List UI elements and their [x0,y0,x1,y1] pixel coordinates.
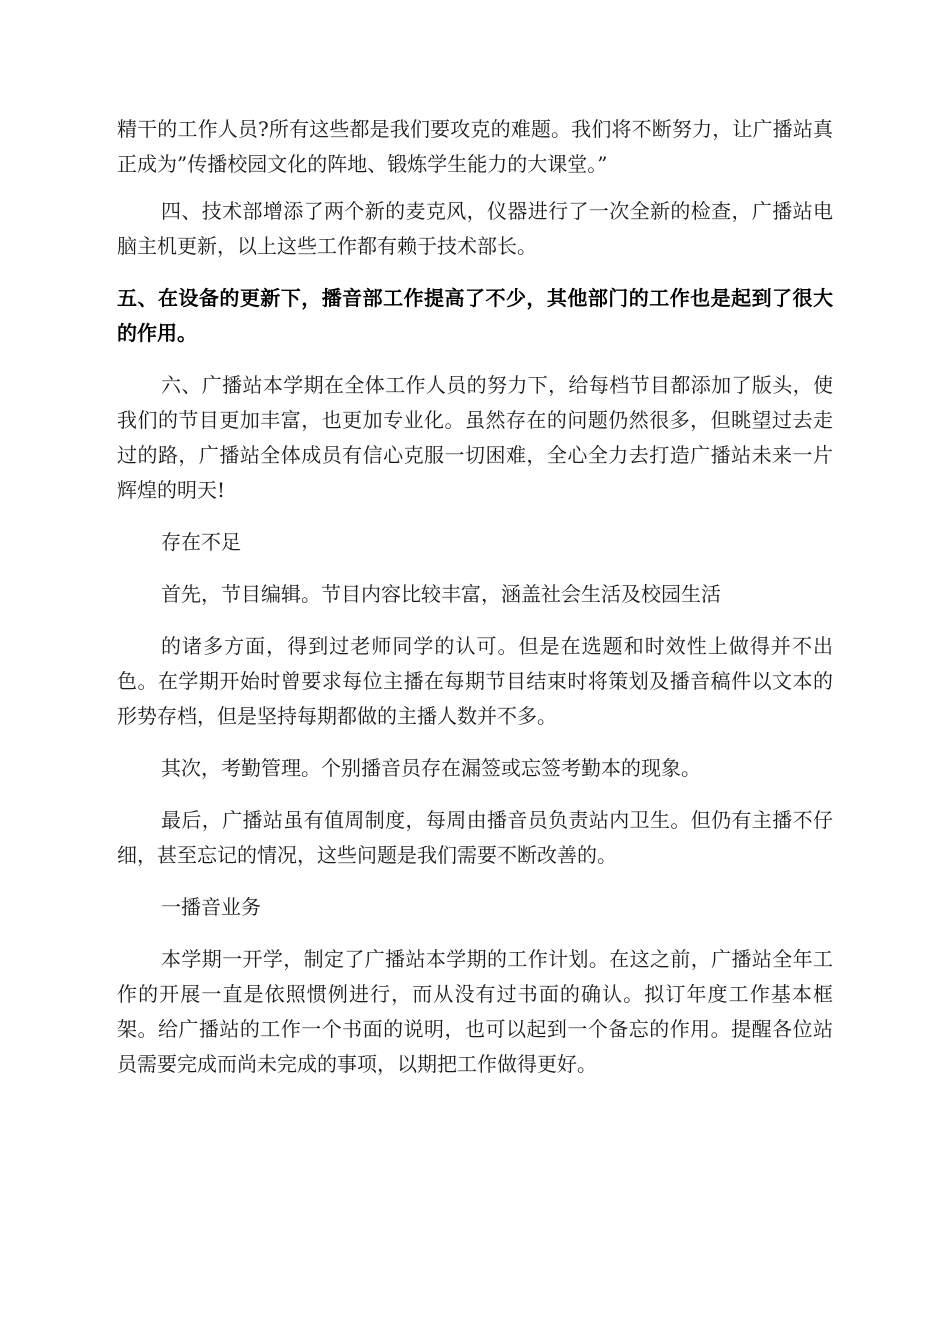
paragraph-work-plan: 本学期一开学，制定了广播站本学期的工作计划。在这之前，广播站全年工作的开展一直是依照惯例进行，而从没有过书面的确认。拟订年度工作基本框架。给广播站的工作一个书面的说明，也可以起到一个备忘的作用。提醒各位站员需要完成而尚未完成的事项，以期把工作做得更好。 [117,947,833,1076]
document-page [117,112,833,1082]
paragraph-duty-system: 最后，广播站虽有值周制度，每周由播音员负责站内卫生。但仍有主播不仔细，甚至忘记的情况，这些问题是我们需要不断改善的。 [117,808,833,867]
paragraph-continuation: 精干的工作人员?所有这些都是我们要攻克的难题。我们将不断努力，让广播站真正成为”传播校园文化的阵地、锻炼学生能力的大课堂。” [117,117,833,176]
paragraph-attendance: 其次，考勤管理。个别播音员存在漏签或忘签考勤本的现象。 [161,756,701,780]
paragraph-program-editing: 首先，节目编辑。节目内容比较丰富，涵盖社会生活及校园生活 [161,582,721,606]
paragraph-program-headers: 六、广播站本学期在全体工作人员的努力下，给每档节目都添加了版头，使我们的节目更加丰富，也更加专业化。虽然存在的问题仍然很多，但眺望过去走过的路，广播站全体成员有信心克服一切困难，全心全力去打造广播站未来一片辉煌的明天! [117,373,833,502]
paragraph-announcing-dept: 五、在设备的更新下，播音部工作提高了不少，其他部门的工作也是起到了很大的作用。 [117,286,833,345]
paragraph-editing-details: 的诸多方面，得到过老师同学的认可。但是在选题和时效性上做得并不出色。在学期开始时曾要求每位主播在每期节目结束时将策划及播音稿件以文本的形势存档，但是坚持每期都做的主播人数并不多。 [117,634,833,728]
section-heading-announcing-business: 一播音业务 [161,895,261,919]
section-heading-shortcomings: 存在不足 [161,530,241,554]
paragraph-technical-dept: 四、技术部增添了两个新的麦克风，仪器进行了一次全新的检查，广播站电脑主机更新，以上这些工作都有赖于技术部长。 [117,199,833,258]
